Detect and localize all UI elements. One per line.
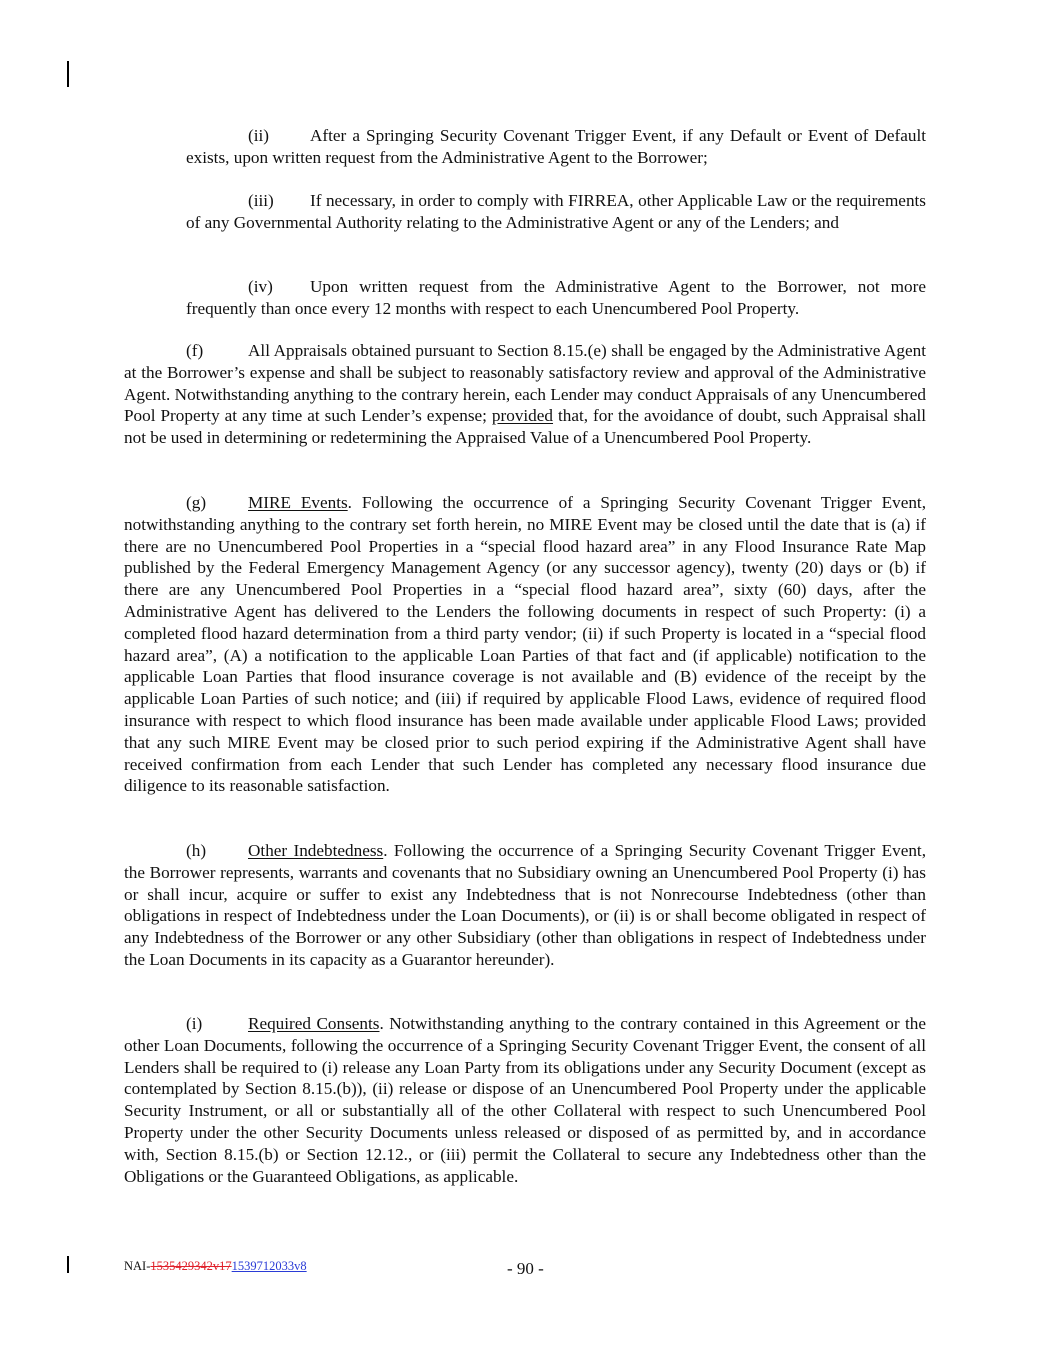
section-h (124, 840, 926, 971)
section-label: (i) (186, 1014, 203, 1033)
document-id (124, 1259, 307, 1274)
subsection-text: Upon written request from the Administrative Agent to the Borrower, not more frequently than once every 12 months with respect to each Unencumbered Pool Property. (186, 277, 926, 318)
change-bar (67, 61, 69, 87)
section-label: (h) (186, 841, 207, 860)
page-number: - 90 - (507, 1259, 544, 1278)
subsection-text: After a Springing Security Covenant Trigger Event, if any Default or Event of Default exists, upon written request from the Administrative Agent to the Borrower; (186, 126, 926, 167)
section-heading: Other Indebtedness (248, 841, 384, 860)
section-i (124, 1013, 926, 1187)
deleted-doc-id: 1535429342v17 (150, 1259, 232, 1273)
section-heading: MIRE Events (248, 493, 348, 512)
subsection-label: (iv) (248, 277, 273, 296)
change-bar (67, 1256, 69, 1273)
section-text: All Appraisals obtained pursuant to Section 8.15.(e) shall be engaged by the Administrative Agent at the Borrower’s expense and shall be subject to reasonably satisfactory review and approval of the Administrative Agent. Notwithstanding anything to the contrary herein, each Lender may conduct Appraisals of any Unencumbered Pool Property at any time at such Lender’s expense; (124, 341, 926, 426)
subsection-label: (iii) (248, 191, 274, 210)
subsection-iii (186, 190, 926, 234)
section-text: . Following the occurrence of a Springing Security Covenant Trigger Event, notwithstanding anything to the contrary set forth herein, no MIRE Event may be closed until the date that is (a) if there are no Unencumbered Pool Properties in a “special flood hazard area” in any Flood Insurance Rate Map published by the Federal Emergency Management Agency (or any successor agency), twenty (20) days or (b) if there are any Unencumbered Pool Properties in a “special flood hazard area”, sixty (60) days, after the Administrative Agent has delivered to the Lenders the following documents in respect of such Property: (i) a completed flood hazard determination from a third party vendor; (ii) if such Property is located in a “special flood hazard area”, (A) a notification to the applicable Loan Parties of that fact and (if applicable) notification to the applicable Loan Parties that flood insurance coverage is not available and (B) evidence of the receipt by the applicable Loan Parties of such notice; and (iii) if required by applicable Flood Laws, evidence of required flood insurance with respect to which flood insurance has been made available under applicable Flood Laws; provided that any such MIRE Event may be closed prior to such period expiring if the Administrative Agent shall have received confirmation from each Lender that such Lender has completed any necessary flood insurance due diligence to its reasonable satisfaction. (124, 493, 927, 796)
subsection-ii (186, 125, 926, 169)
provided-term: provided (491, 406, 554, 426)
section-label: (g) (186, 493, 207, 512)
section-g (124, 492, 926, 797)
inserted-doc-id: 1539712033v8 (231, 1259, 307, 1273)
doc-prefix: NAI- (124, 1259, 151, 1273)
section-label: (f) (186, 341, 204, 360)
section-text: . Following the occurrence of a Springing Security Covenant Trigger Event, the Borrower represents, warrants and covenants that no Subsidiary owning an Unencumbered Pool Property (i) has or shall incur, acquire or suffer to exist any Indebtedness that is not Nonrecourse Indebtedness (other than obligations in respect of Indebtedness under the Loan Documents), or (ii) is or shall become obligated in respect of any Indebtedness of the Borrower or any other Subsidiary (other than obligations in respect of Indebtedness under the Loan Documents in its capacity as a Guarantor hereunder). (124, 841, 926, 969)
section-f (124, 340, 926, 449)
subsection-text: If necessary, in order to comply with FIRREA, other Applicable Law or the requirements of any Governmental Authority relating to the Administrative Agent or any of the Lenders; and (186, 191, 926, 232)
subsection-iv (186, 276, 926, 320)
section-text-cont: that, for the avoidance of doubt, such Appraisal shall not be used in determining or redetermining the Appraised Value of a Unencumbered Pool Property. (124, 406, 926, 448)
section-heading: Required Consents (248, 1014, 380, 1033)
section-text: . Notwithstanding anything to the contrary contained in this Agreement or the other Loan Documents, following the occurrence of a Springing Security Covenant Trigger Event, the consent of all Lenders shall be required to (i) release any Loan Party from its obligations under any Security Document (except as contemplated by Section 8.15.(b)), (ii) release or dispose of an Unencumbered Pool Property under the applicable Security Instrument, or all or substantially all of the other Collateral with respect to such Unencumbered Pool Property under the other Security Documents unless released or disposed of as permitted by, and in accordance with, Section 8.15.(b) or Section 12.12., or (iii) permit the Collateral to secure any Indebtedness other than the Obligations or the Guaranteed Obligations, as applicable. (124, 1014, 926, 1186)
subsection-label: (ii) (248, 126, 269, 145)
